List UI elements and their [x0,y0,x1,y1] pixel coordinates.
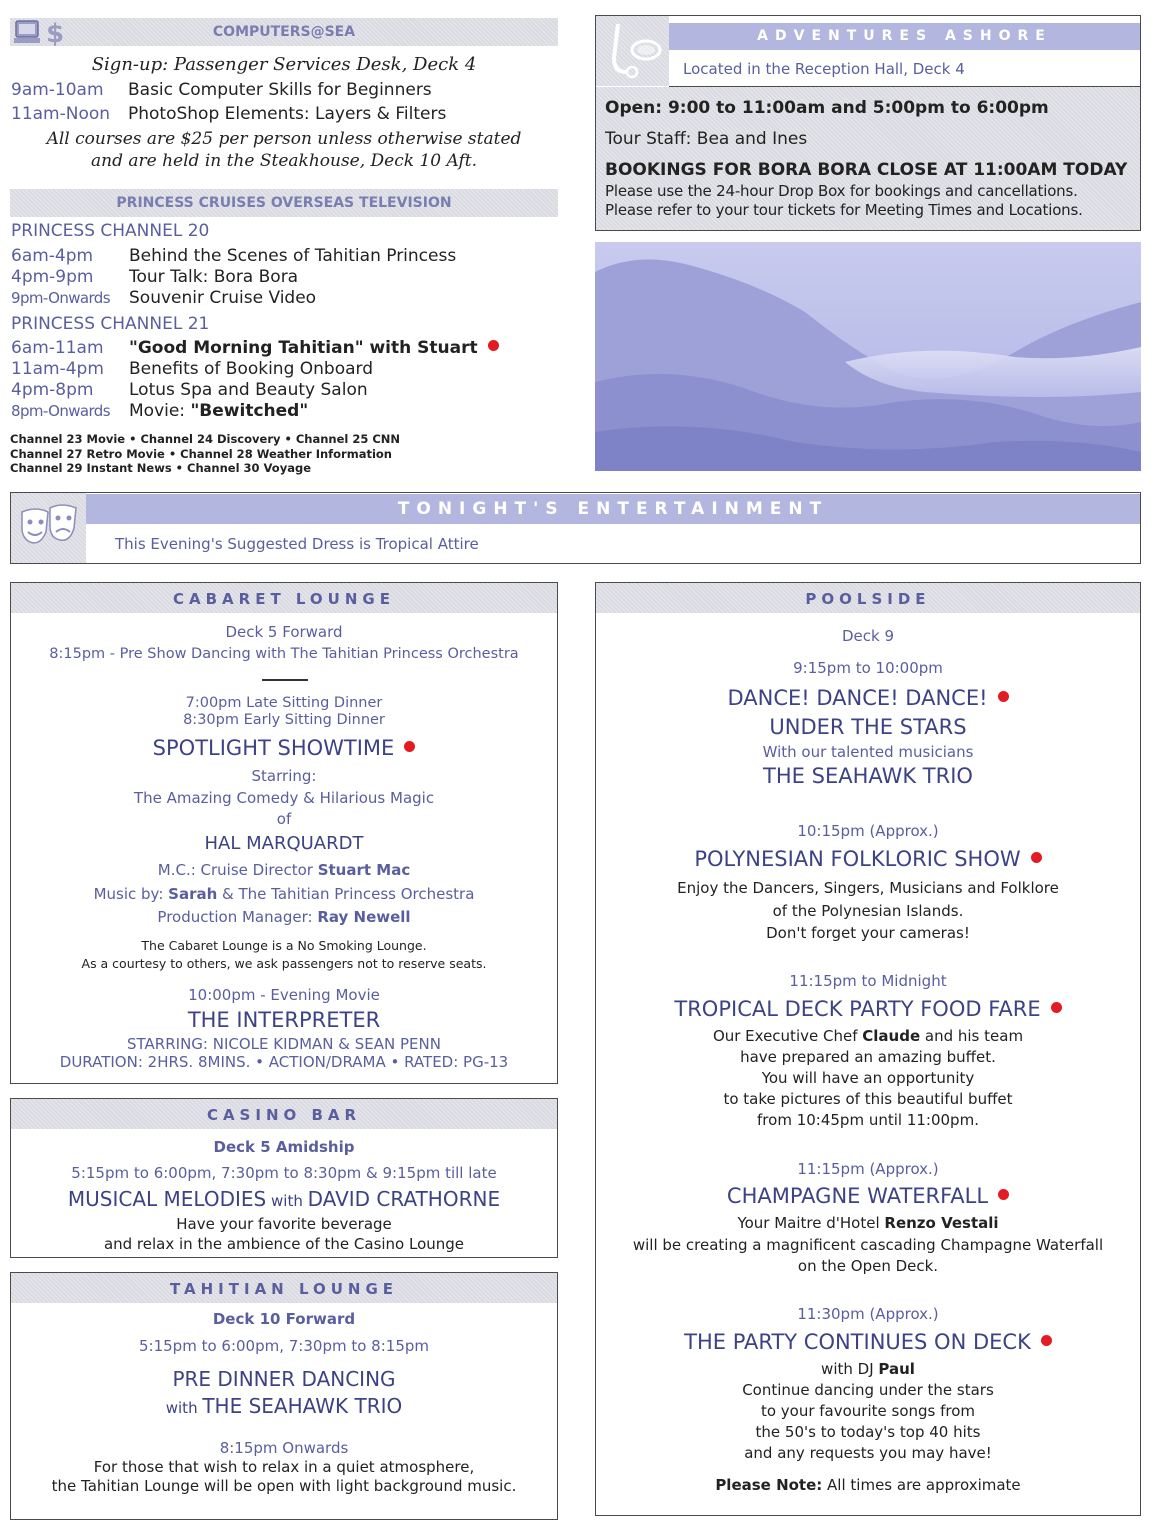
poolside-deck: Deck 9 [841,627,895,645]
adventures-title: ADVENTURES ASHORE [669,23,1140,50]
event-title: POLYNESIAN FOLKLORIC SHOW [694,847,1021,871]
tv-time: 4pm-8pm [11,380,94,400]
tahitian-line-2: the Tahitian Lounge will be open with light background music. [51,1477,517,1495]
event-desc: on the Open Deck. [797,1257,939,1275]
event-desc: have prepared an amazing buffet. [740,1048,996,1066]
tahitian-deck: Deck 10 Forward [212,1310,356,1328]
casino-performer: DAVID CRATHORNE [307,1187,501,1211]
tv-program: Benefits of Booking Onboard [129,359,374,379]
casino-title: CASINO BAR [206,1106,362,1124]
note-text: All times are approximate [822,1476,1021,1494]
cabaret-title: CABARET LOUNGE [173,590,395,608]
event-title: TROPICAL DECK PARTY FOOD FARE [674,997,1041,1021]
tahitian-headline-1: PRE DINNER DANCING [172,1367,396,1391]
computers-title: COMPUTERS@SEA [212,24,356,40]
event-desc: Continue dancing under the stars [742,1381,994,1399]
cabaret-panel [10,582,558,1084]
channel-21-list [11,338,559,426]
tahitian-performer: THE SEAHAWK TRIO [202,1394,403,1418]
tahitian-onwards: 8:15pm Onwards [219,1439,349,1457]
maitre-name: Renzo Vestali [884,1214,999,1232]
event-desc: to take pictures of this beautiful buffet [723,1090,1013,1108]
event-headline [596,686,1140,710]
cabaret-starring: Starring: [251,767,317,785]
channel-21-title: PRINCESS CHANNEL 21 [11,314,210,334]
event-title: DANCE! DANCE! DANCE! [727,686,988,710]
casino-line-2: and relax in the ambience of the Casino Lounge [103,1235,465,1253]
adventures-staff: Tour Staff: Bea and Ines [605,129,808,149]
dj-name: Paul [878,1360,915,1378]
snorkel-mask-icon [602,20,664,82]
casino-line-1: Have your favorite beverage [176,1215,392,1233]
tv-program-prefix: Movie: [129,401,191,421]
computers-note-line1: All courses are $25 per person unless otherwise stated [46,129,522,149]
poolside-note [596,1476,1140,1494]
desc-suffix: and his team [920,1027,1024,1045]
note-label: Please Note: [715,1476,823,1494]
event-desc: to your favourite songs from [760,1402,976,1420]
event-desc [596,1360,1140,1378]
tv-time: 8pm-Onwards [11,402,110,420]
tv-program: Lotus Spa and Beauty Salon [129,380,368,400]
event-time: 10:15pm (Approx.) [797,822,939,840]
cabaret-movie-title: THE INTERPRETER [187,1008,381,1032]
highlight-dot [404,741,415,752]
tonight-title: TONIGHT'S ENTERTAINMENT [86,494,1140,524]
event-headline [596,1184,1140,1208]
event-desc: You will have an opportunity [761,1069,975,1087]
poolside-title: POOLSIDE [805,590,931,608]
course-time: 11am-Noon [11,104,111,124]
tv-time: 6am-4pm [11,246,94,266]
chef-name: Claude [862,1027,921,1045]
event-title: THE PARTY CONTINUES ON DECK [684,1330,1031,1354]
course-name: PhotoShop Elements: Layers & Filters [128,104,447,124]
tv-program: Behind the Scenes of Tahitian Princess [129,246,457,266]
cabaret-predance: 8:15pm - Pre Show Dancing with The Tahitian Princess Orchestra [49,646,519,662]
cabaret-production-manager [11,908,557,926]
cabaret-movie-info: DURATION: 2HRS. 8MINS. • ACTION/DRAMA • RATED: PG-13 [59,1053,509,1071]
cabaret-divider [262,679,308,681]
adventures-open: Open: 9:00 to 11:00am and 5:00pm to 6:00pm [605,98,1049,118]
event-time: 11:30pm (Approx.) [797,1305,939,1323]
show-name: SPOTLIGHT SHOWTIME [152,736,395,760]
adventures-refer: Please refer to your tour tickets for Meeting Times and Locations. [605,201,1083,219]
adventures-dropbox: Please use the 24-hour Drop Box for bookings and cancellations. [605,182,1078,200]
tahitian-with: with [165,1399,203,1417]
tv-program: Souvenir Cruise Video [129,288,317,308]
event-desc: of the Polynesian Islands. [772,902,964,920]
event-desc [596,1027,1140,1045]
tahitian-title: TAHITIAN LOUNGE [169,1280,399,1298]
mc-label: M.C.: Cruise Director [157,861,318,879]
cabaret-dinner-late: 7:00pm Late Sitting Dinner [185,695,383,711]
mc-name: Stuart Mac [317,861,411,879]
event-time: 11:15pm to Midnight [789,972,947,990]
channel-20-title: PRINCESS CHANNEL 20 [11,221,210,241]
highlight-dot [1031,852,1042,863]
adventures-bookings: BOOKINGS FOR BORA BORA CLOSE AT 11:00AM TODAY [605,160,1128,180]
casino-with: with [266,1192,308,1210]
channel-20-list [11,246,559,312]
tahitian-line-1: For those that wish to relax in a quiet atmosphere, [93,1458,475,1476]
event-desc: will be creating a magnificent cascading Champagne Waterfall [632,1236,1104,1254]
course-name: Basic Computer Skills for Beginners [128,80,432,100]
course-time: 9am-10am [11,80,104,100]
tv-time: 11am-4pm [11,359,104,379]
svg-text:$: $ [46,19,65,46]
tv-time: 4pm-9pm [11,267,94,287]
event-desc [596,1214,1140,1232]
highlight-dot [1041,1335,1052,1346]
pm-label: Production Manager: [157,908,318,926]
event-desc: the 50's to today's top 40 hits [755,1423,981,1441]
computers-course-list [11,80,559,130]
highlight-dot [488,340,499,351]
cabaret-movie-starring: STARRING: NICOLE KIDMAN & SEAN PENN [127,1035,441,1053]
tv-title: PRINCESS CRUISES OVERSEAS TELEVISION [116,195,452,211]
event-headline [596,997,1140,1021]
event-time: 11:15pm (Approx.) [797,1160,939,1178]
highlight-dot [998,691,1009,702]
tv-program: "Good Morning Tahitian" with Stuart [129,338,478,358]
desc-prefix: Our Executive Chef [712,1027,863,1045]
theater-masks-icon [16,498,82,558]
tv-program: Tour Talk: Bora Bora [129,267,299,287]
music-name: Sarah [168,885,218,903]
poolside-panel [595,582,1141,1516]
event-headline [596,1330,1140,1354]
tahitian-times: 5:15pm to 6:00pm, 7:30pm to 8:15pm [139,1337,429,1355]
pm-name: Ray Newell [317,908,411,926]
casino-times: 5:15pm to 6:00pm, 7:30pm to 8:30pm & 9:15pm till late [71,1164,497,1182]
cabaret-music [11,885,557,903]
channel-line: Channel 23 Movie • Channel 24 Discovery • Channel 25 CNN [10,432,401,446]
cabaret-dinner-early: 8:30pm Early Sitting Dinner [183,712,385,728]
cabaret-show-title [11,736,557,760]
casino-panel [10,1098,558,1258]
tonight-dress-code: This Evening's Suggested Dress is Tropical Attire [115,535,479,553]
tv-time: 6am-11am [11,338,104,358]
casino-deck: Deck 5 Amidship [213,1138,355,1156]
other-channels [10,432,400,476]
cabaret-desc: The Amazing Comedy & Hilarious Magic [133,789,435,807]
cabaret-movie-time: 10:00pm - Evening Movie [188,986,380,1004]
casino-show: MUSICAL MELODIES [67,1187,267,1211]
event-desc: and any requests you may have! [744,1444,992,1462]
channel-line: Channel 29 Instant News • Channel 30 Voyage [10,461,311,475]
event-desc: Enjoy the Dancers, Singers, Musicians and Folklore [677,879,1059,897]
bora-bora-landscape-photo [595,242,1141,471]
event-desc: Don't forget your cameras! [766,924,970,942]
event-subtitle: With our talented musicians [762,743,974,761]
event-headline [596,847,1140,871]
tv-program-title: "Bewitched" [190,401,309,421]
music-label: Music by: [93,885,169,903]
event-title: CHAMPAGNE WATERFALL [726,1184,989,1208]
casino-headline [11,1187,557,1211]
tv-time: 9pm-Onwards [11,289,110,307]
channel-line: Channel 27 Retro Movie • Channel 28 Weather Information [10,446,392,461]
computers-signup: Sign-up: Passenger Services Desk, Deck 4 [91,54,477,75]
desc-prefix: Your Maitre d'Hotel [737,1214,885,1232]
desc-prefix: with DJ [821,1360,879,1378]
event-desc: from 10:45pm until 11:00pm. [757,1111,979,1129]
computers-note-line2: and are held in the Steakhouse, Deck 10 Aft. [90,151,478,171]
event-performer: THE SEAHAWK TRIO [763,764,973,788]
highlight-dot [998,1189,1009,1200]
cabaret-nosmoke-1: The Cabaret Lounge is a No Smoking Lounge. [141,938,427,953]
tahitian-panel [10,1272,558,1520]
cabaret-of: of [276,810,292,828]
event-time: 9:15pm to 10:00pm [793,659,943,677]
cabaret-nosmoke-2: As a courtesy to others, we ask passengers not to reserve seats. [81,956,487,971]
event-headline-2: UNDER THE STARS [769,715,967,739]
cabaret-deck: Deck 5 Forward [225,623,343,641]
adventures-location: Located in the Reception Hall, Deck 4 [683,60,965,78]
music-suffix: & The Tahitian Princess Orchestra [217,885,475,903]
cabaret-performer: HAL MARQUARDT [204,833,364,854]
cabaret-mc [11,861,557,879]
highlight-dot [1051,1002,1062,1013]
tahitian-headline-2 [11,1394,557,1418]
